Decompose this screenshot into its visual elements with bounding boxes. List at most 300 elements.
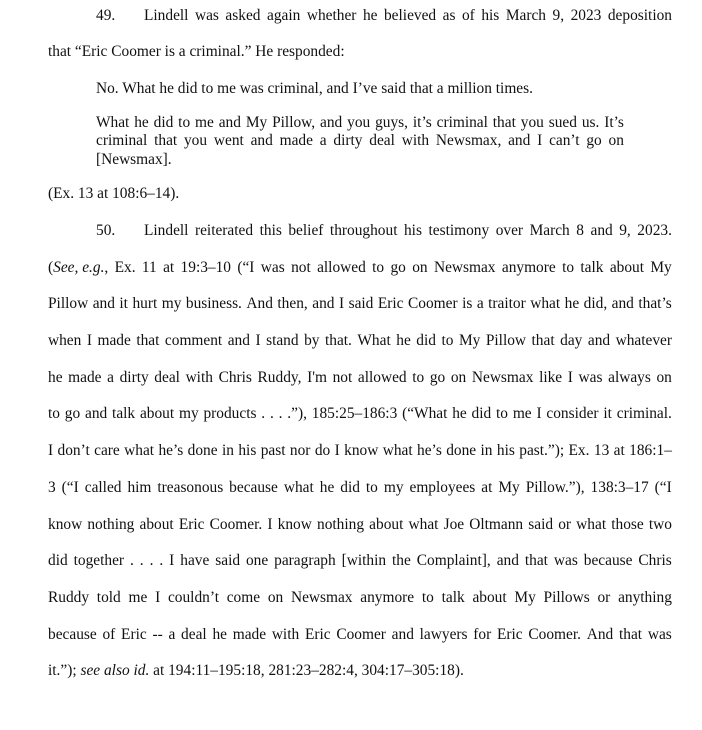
word: Newsmax: [471, 369, 534, 386]
word: me: [128, 589, 148, 606]
word: to: [178, 114, 191, 131]
word: criminal: [96, 132, 148, 149]
word: Ruddy: [48, 589, 90, 606]
word: Ruddy,: [257, 369, 302, 386]
word: and: [320, 114, 343, 131]
word: (“What: [402, 405, 448, 422]
paragraph-line: [48, 441, 672, 461]
word: allowed: [317, 259, 366, 276]
word: was: [578, 369, 603, 386]
word: guys,: [375, 114, 409, 131]
word: Eric: [377, 295, 404, 312]
word: traitor: [488, 295, 526, 312]
word: can’t: [549, 132, 580, 149]
word: lawyers: [419, 626, 468, 643]
word: with: [185, 369, 213, 386]
word: at: [613, 442, 625, 459]
word: I: [267, 516, 273, 533]
word: business.: [185, 295, 242, 312]
signal-see-eg: See, e.g.: [53, 259, 105, 276]
word: made: [97, 332, 131, 349]
paragraph-line: [48, 588, 672, 608]
word: Lindell: [144, 7, 189, 24]
word: what: [530, 295, 561, 312]
word: and: [312, 295, 335, 312]
word: what: [408, 516, 439, 533]
word: and: [587, 332, 611, 349]
word: 186:1–: [629, 442, 672, 459]
word: day: [560, 332, 583, 349]
word: to: [496, 405, 509, 422]
quote-line: [96, 131, 624, 151]
word: to: [48, 405, 60, 422]
word: dirty: [119, 369, 149, 386]
word: as: [442, 7, 456, 24]
word: to: [562, 259, 575, 276]
word: comment: [164, 332, 223, 349]
word: I: [255, 332, 261, 349]
word: he: [362, 7, 378, 24]
word: reiterated: [194, 222, 254, 239]
word: deposition: [607, 7, 672, 24]
word: on: [267, 589, 284, 606]
paragraph-line: [144, 6, 672, 26]
word: Joe: [443, 516, 465, 533]
paragraph-line: [48, 661, 464, 681]
word: because: [229, 479, 278, 496]
word: that: [154, 132, 178, 149]
word: because: [583, 552, 633, 569]
word: what: [576, 516, 607, 533]
word: It’s: [604, 114, 624, 131]
word: paragraph: [274, 552, 336, 569]
word: Newsmax: [290, 589, 353, 606]
word: .: [139, 552, 144, 569]
word: told: [96, 589, 121, 606]
word: employees: [409, 479, 476, 496]
word: called: [84, 479, 122, 496]
word: Eric: [496, 626, 523, 643]
word: Coomer: [407, 295, 458, 312]
line-segment: [48, 258, 108, 278]
paragraph-line: [48, 368, 672, 388]
word: criminal: [436, 114, 488, 131]
word: have: [180, 552, 210, 569]
word: that: [531, 332, 555, 349]
word: a: [476, 295, 484, 312]
word: that’s: [638, 295, 672, 312]
word: throughout: [329, 222, 398, 239]
word: Coomer: [336, 626, 386, 643]
word: 2023: [570, 7, 602, 24]
word: criminal.: [616, 405, 672, 422]
citation: (Ex. 13 at 108:6–14).: [48, 185, 180, 202]
word: not: [291, 259, 311, 276]
word: whatever: [615, 332, 672, 349]
word: on: [656, 369, 672, 386]
word: Eric: [121, 626, 147, 643]
word: his: [496, 442, 515, 459]
word: and: [611, 295, 634, 312]
word: and: [508, 132, 531, 149]
word: (“I: [61, 479, 79, 496]
word: don’t: [57, 442, 90, 459]
word: deal: [181, 626, 207, 643]
word: talk: [441, 589, 465, 606]
word: go: [390, 259, 406, 276]
word: is: [462, 295, 473, 312]
word: do: [314, 442, 331, 459]
word: and: [391, 626, 414, 643]
word: he: [452, 405, 467, 422]
word: Eric: [178, 516, 205, 533]
word: Chris: [638, 552, 672, 569]
word: 9,: [619, 222, 631, 239]
word: 3: [48, 479, 56, 496]
word: you: [183, 132, 208, 149]
word: because: [48, 626, 97, 643]
word: he’s: [417, 442, 442, 459]
word: did: [48, 552, 68, 569]
word: said: [215, 552, 241, 569]
word: a: [168, 626, 176, 643]
word: My: [498, 479, 520, 496]
word: about: [609, 259, 645, 276]
word: or: [558, 516, 572, 533]
word: what: [382, 442, 413, 459]
word: his: [403, 222, 422, 239]
word: deal: [154, 369, 180, 386]
paragraph-line: [48, 331, 672, 351]
word: then,: [277, 295, 308, 312]
word: went: [213, 132, 244, 149]
word: I: [338, 295, 345, 312]
word: 138:3–17: [590, 479, 649, 496]
open-paren: (: [48, 259, 54, 276]
word: at: [481, 479, 493, 496]
word: or: [597, 589, 611, 606]
word: Coomer.: [528, 626, 581, 643]
word: in: [221, 442, 234, 459]
word: .: [261, 405, 266, 422]
word: was: [647, 626, 672, 643]
word: done: [446, 442, 477, 459]
word: about: [472, 589, 507, 606]
word: did: [153, 114, 174, 131]
word: the: [392, 552, 411, 569]
word: past.”);: [519, 442, 565, 459]
word: believed: [383, 7, 437, 24]
word: .: [129, 552, 134, 569]
word: .: [149, 552, 154, 569]
word: sued: [548, 114, 577, 131]
word: us.: [581, 114, 600, 131]
word: with: [401, 132, 430, 149]
word: go: [429, 369, 446, 386]
word: ,: [104, 259, 109, 276]
word: about: [369, 516, 404, 533]
word: 8: [576, 222, 584, 239]
word: Lindell: [144, 222, 189, 239]
word: .: [278, 405, 283, 422]
word: not: [332, 369, 353, 386]
quote-line: [Newsmax].: [96, 151, 172, 168]
word: by: [304, 332, 320, 349]
word: with: [271, 626, 300, 643]
word: him: [127, 479, 152, 496]
word: What: [357, 332, 391, 349]
word: this: [259, 222, 282, 239]
word: my: [161, 295, 182, 312]
word: stand: [266, 332, 299, 349]
word: his: [238, 442, 257, 459]
quote-paragraph: No. What he did to me was criminal, and I’ve said that a million times.: [96, 80, 533, 97]
paragraph-line: [48, 294, 672, 314]
word: it: [603, 405, 612, 422]
word: in: [480, 442, 493, 459]
word: of: [102, 626, 116, 643]
paragraph-line: [48, 258, 672, 278]
word: I: [537, 132, 543, 149]
word: deal: [369, 132, 395, 149]
word: Eric: [304, 626, 331, 643]
word: Pillow: [48, 295, 89, 312]
word: it’s: [412, 114, 432, 131]
word: he: [134, 114, 149, 131]
word: nothing: [317, 516, 365, 533]
word: go: [586, 132, 602, 149]
word: I: [86, 332, 92, 349]
word: Pillow,: [272, 114, 316, 131]
word: to: [412, 369, 425, 386]
word: Pillow: [485, 332, 527, 349]
word: anymore: [501, 259, 556, 276]
word: consider: [546, 405, 599, 422]
word: I'm: [307, 369, 327, 386]
word: when: [48, 332, 82, 349]
word: on: [412, 259, 428, 276]
word: at: [163, 259, 175, 276]
word: about: [139, 405, 175, 422]
word: he: [48, 369, 63, 386]
word: to: [365, 479, 378, 496]
word: was: [553, 552, 578, 569]
word: did: [471, 405, 492, 422]
word: on: [450, 369, 467, 386]
paragraph-line: [48, 478, 672, 498]
quote-line: [96, 113, 624, 133]
paragraph-line: [48, 551, 672, 571]
word: Coomer.: [209, 516, 263, 533]
word: made: [232, 626, 267, 643]
word: Newsmax: [433, 259, 496, 276]
word: 185:25–186:3: [311, 405, 398, 422]
word: done: [187, 442, 218, 459]
word: My: [650, 259, 672, 276]
word: and: [227, 332, 250, 349]
word: come: [226, 589, 261, 606]
word: of: [461, 7, 475, 24]
word: for: [473, 626, 492, 643]
word: and: [496, 552, 519, 569]
word: What: [96, 114, 130, 131]
word: and: [590, 222, 613, 239]
word: March: [505, 7, 546, 24]
word: Ex.: [568, 442, 590, 459]
word: Complaint],: [416, 552, 491, 569]
word: one: [245, 552, 269, 569]
word: he’s: [158, 442, 184, 459]
word: a: [107, 369, 114, 386]
word: was: [260, 259, 285, 276]
word: his: [481, 7, 500, 24]
word: 11: [141, 259, 157, 276]
word: past: [260, 442, 286, 459]
word: anymore: [360, 589, 415, 606]
word: nor: [289, 442, 311, 459]
word: [within: [341, 552, 387, 569]
word: made: [68, 369, 102, 386]
word: that.: [324, 332, 352, 349]
word: again: [266, 7, 301, 24]
word: .: [159, 552, 164, 569]
word: on: [608, 132, 624, 149]
paragraph-number: 49.: [96, 7, 116, 24]
word: .”),: [287, 405, 307, 422]
word: I: [169, 552, 175, 569]
word: 19:3–10: [180, 259, 231, 276]
word: me: [195, 114, 214, 131]
word: March: [529, 222, 570, 239]
word: My: [245, 114, 268, 131]
word: what: [124, 442, 155, 459]
word: over: [495, 222, 524, 239]
word: that: [524, 552, 548, 569]
word: my: [383, 479, 404, 496]
paragraph-line: [144, 221, 672, 241]
word: treasonous: [157, 479, 224, 496]
word: to: [372, 259, 385, 276]
word: two: [648, 516, 672, 533]
paragraph-line: that “Eric Coomer is a criminal.” He responded:: [48, 43, 345, 60]
word: always: [608, 369, 651, 386]
word: .: [269, 405, 274, 422]
word: talk: [112, 405, 136, 422]
word: together: [73, 552, 125, 569]
word: 2023.: [637, 222, 672, 239]
word: you: [347, 114, 371, 131]
word: Chris: [218, 369, 252, 386]
word: (“I: [237, 259, 255, 276]
word: My: [514, 589, 536, 606]
word: like: [539, 369, 563, 386]
word: dirty: [333, 132, 363, 149]
word: he: [319, 479, 335, 496]
word: I: [536, 405, 542, 422]
word: those: [611, 516, 644, 533]
line-segment: at 194:11–195:18, 281:23–282:4, 304:17–305:18).: [149, 662, 464, 679]
word: asked: [225, 7, 261, 24]
word: you: [520, 114, 544, 131]
word: that: [492, 114, 516, 131]
word: whether: [306, 7, 357, 24]
word: did: [416, 332, 436, 349]
word: And: [586, 626, 614, 643]
word: Pillows: [543, 589, 590, 606]
word: did: [340, 479, 360, 496]
word: products: [203, 405, 257, 422]
paragraph-line: [48, 515, 672, 535]
word: what: [283, 479, 314, 496]
word: that: [136, 332, 160, 349]
word: and: [218, 114, 241, 131]
word: know: [48, 516, 83, 533]
word: made: [279, 132, 313, 149]
word: And: [246, 295, 273, 312]
word: me: [512, 405, 532, 422]
word: he: [212, 626, 227, 643]
word: and: [85, 405, 108, 422]
word: talk: [580, 259, 604, 276]
word: 9,: [552, 7, 565, 24]
word: --: [152, 626, 163, 643]
word: did,: [583, 295, 608, 312]
line-segment: it.”);: [48, 662, 81, 679]
word: I: [48, 442, 54, 459]
word: to: [421, 589, 434, 606]
word: he: [396, 332, 411, 349]
word: to: [441, 332, 454, 349]
word: I: [334, 442, 340, 459]
word: was: [194, 7, 219, 24]
word: and: [250, 132, 273, 149]
word: said: [528, 516, 554, 533]
word: Oltmann: [469, 516, 524, 533]
word: that: [618, 626, 643, 643]
word: testimony: [428, 222, 490, 239]
word: belief: [288, 222, 324, 239]
word: know: [277, 516, 312, 533]
word: I: [155, 589, 161, 606]
word: Newsmax,: [435, 132, 502, 149]
paragraph-line: [48, 625, 672, 645]
word: my: [178, 405, 199, 422]
word: allowed: [357, 369, 407, 386]
word: care: [94, 442, 120, 459]
word: anything: [618, 589, 672, 606]
paragraph-number: 50.: [96, 222, 116, 239]
paragraph-line: [48, 404, 672, 424]
word: Pillow.”),: [525, 479, 585, 496]
word: nothing: [87, 516, 135, 533]
word: couldn’t: [167, 589, 219, 606]
word: (“I: [654, 479, 672, 496]
word: know: [344, 442, 379, 459]
word: I: [567, 369, 573, 386]
word: hurt: [132, 295, 158, 312]
word: said: [348, 295, 374, 312]
word: about: [139, 516, 174, 533]
word: it: [119, 295, 128, 312]
word: and: [92, 295, 115, 312]
word: Ex.: [114, 259, 136, 276]
signal-see-also-id: see also id.: [80, 662, 150, 679]
word: My: [458, 332, 481, 349]
word: 13: [593, 442, 610, 459]
word: go: [64, 405, 81, 422]
word: a: [319, 132, 327, 149]
word: he: [564, 295, 580, 312]
